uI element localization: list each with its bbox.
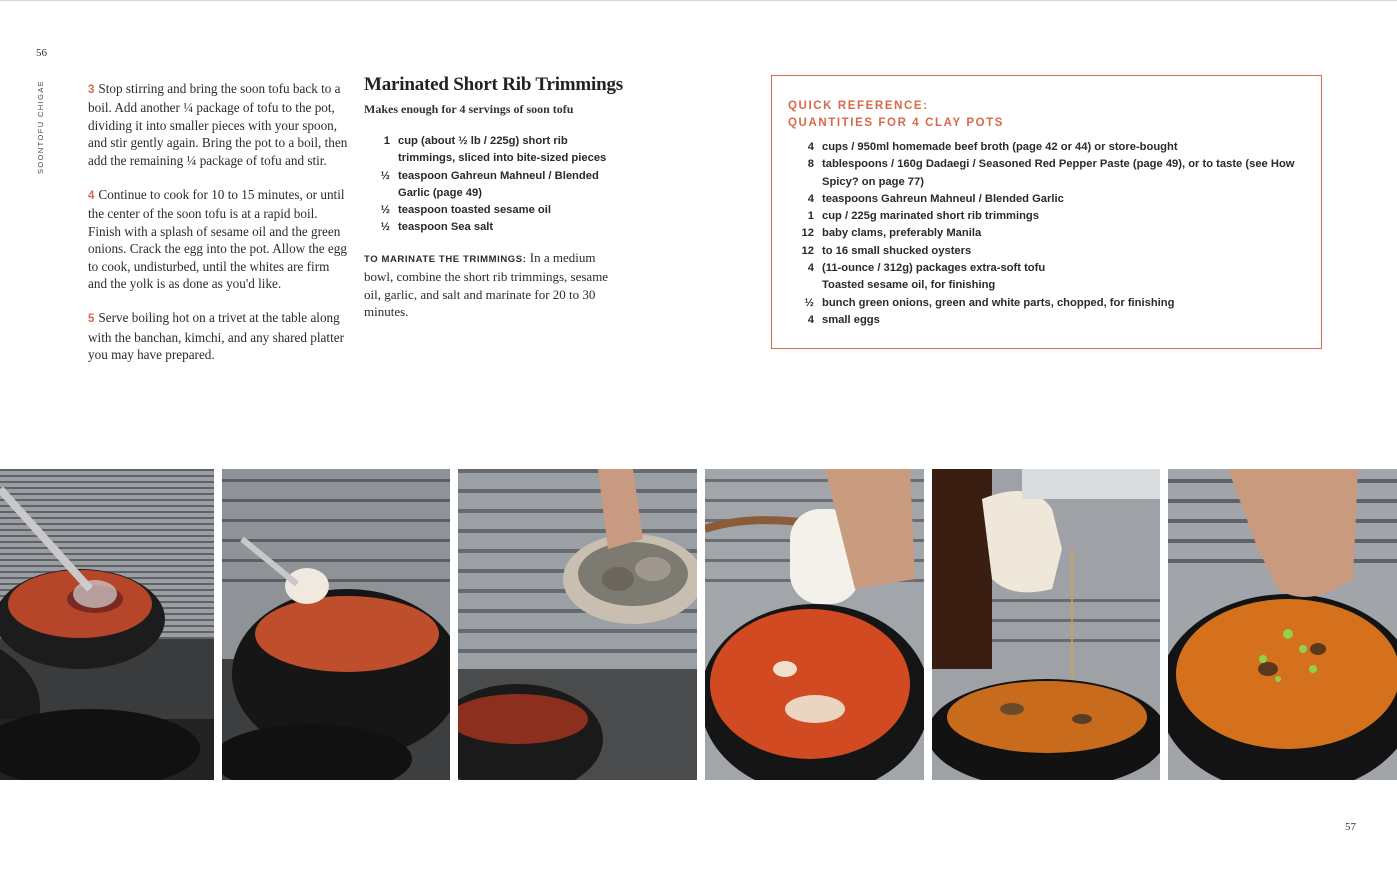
quick-reference-item	[788, 260, 1308, 277]
item-text: bunch green onions, green and white parts, chopped, for finishing	[822, 296, 1175, 309]
quick-reference-item	[788, 208, 1308, 225]
item-qty: 4	[807, 262, 814, 275]
item-qty: 8	[807, 158, 814, 171]
quick-reference-heading-line1: QUICK REFERENCE:	[788, 100, 929, 112]
ingredient-qty: ½	[380, 204, 390, 217]
item-text: teaspoons Gahreun Mahneul / Blended Garlic	[822, 192, 1064, 205]
step-3	[88, 80, 350, 169]
ingredient-qty: ½	[380, 221, 390, 234]
ingredient-row	[364, 168, 624, 203]
ingredient-text: teaspoon Sea salt	[398, 221, 494, 234]
quick-reference-item	[788, 156, 1308, 191]
ingredient-row	[364, 133, 624, 168]
running-head: SOONTOFU CHIGAE	[36, 79, 45, 174]
recipe-title: Marinated Short Rib Trimmings	[364, 74, 623, 95]
step-text: Serve boiling hot on a trivet at the table along with the banchan, kimchi, and any shared platter you may have prepared.	[88, 310, 344, 363]
item-qty: 1	[807, 210, 814, 223]
method-text: In a medium bowl, combine the short rib trimmings, sesame oil, garlic, and salt and marinate for 20 to 30 minutes.	[364, 249, 609, 319]
item-text: (11-ounce / 312g) packages extra-soft tofu	[822, 262, 1046, 275]
photo-short-rib-added	[0, 469, 214, 780]
quick-reference-item	[788, 225, 1308, 242]
ingredient-text: teaspoon Gahreun Mahneul / Blended Garlic (page 49)	[398, 169, 599, 199]
ingredient-qty: ½	[380, 169, 390, 182]
steps-column	[88, 80, 350, 381]
quick-reference-item	[788, 295, 1308, 312]
ingredient-row	[364, 219, 624, 236]
photo-tofu-added	[705, 469, 924, 780]
item-text: small eggs	[822, 313, 880, 326]
photo-garlic-added	[222, 469, 450, 780]
item-text: cup / 225g marinated short rib trimmings	[822, 210, 1039, 223]
ingredient-text: cup (about ½ lb / 225g) short rib trimmings, sliced into bite-sized pieces	[398, 135, 607, 165]
photo-clams-added	[458, 469, 697, 780]
ingredient-text: teaspoon toasted sesame oil	[398, 204, 551, 217]
item-text: tablespoons / 160g Dadaegi / Seasoned Red Pepper Paste (page 49), or to taste (see How Spicy? on page 77)	[822, 158, 1295, 188]
photo-green-onions-finish	[1168, 469, 1397, 780]
quick-reference-item	[788, 243, 1308, 260]
quick-reference-item	[788, 277, 1308, 294]
item-text: to 16 small shucked oysters	[822, 244, 972, 257]
step-5	[88, 309, 350, 363]
item-qty: 12	[801, 244, 814, 257]
marinate-method	[364, 249, 614, 321]
item-qty: ½	[804, 296, 814, 309]
item-qty: 4	[807, 313, 814, 326]
step-text: Continue to cook for 10 to 15 minutes, or until the center of the soon tofu is at a rapid boil. Finish with a splash of sesame oil and the green onions. Crack the egg into the pot. Allow the egg to cook, undisturbed, until the whites are firm and the yolk is as done as you'd like.	[88, 187, 347, 292]
step-number: 4	[88, 190, 95, 203]
recipe-yield: Makes enough for 4 servings of soon tofu	[364, 102, 574, 116]
page-number-right: 57	[1345, 821, 1356, 833]
quick-reference-heading-line2: QUANTITIES FOR 4 CLAY POTS	[788, 117, 1005, 129]
quick-reference-item	[788, 139, 1308, 156]
method-label: TO MARINATE THE TRIMMINGS:	[364, 253, 527, 265]
quick-reference-box	[771, 75, 1322, 349]
ingredient-qty: 1	[383, 135, 390, 147]
item-qty	[788, 277, 822, 294]
sub-recipe	[364, 74, 624, 320]
item-qty: 4	[807, 141, 814, 153]
item-text: Toasted sesame oil, for finishing	[822, 279, 996, 292]
item-qty: 12	[801, 227, 814, 240]
step-number: 3	[88, 84, 95, 96]
item-qty: 4	[807, 192, 814, 205]
quick-reference-item	[788, 191, 1308, 208]
top-rule	[0, 0, 1397, 1]
ingredient-row	[364, 202, 624, 219]
quick-reference-list	[788, 139, 1308, 329]
quick-reference-heading	[788, 98, 1004, 132]
page-number-left: 56	[36, 47, 47, 59]
quick-reference-item	[788, 312, 1308, 329]
step-text: Stop stirring and bring the soon tofu back to a boil. Add another ¼ package of tofu to the pot, dividing it into smaller pieces with your spoon, and stir gently again. Bring the pot to a boil, then add the remaining ¼ package of tofu and stir.	[88, 81, 348, 168]
photo-sesame-oil-drizzle	[932, 469, 1160, 780]
step-number: 5	[88, 313, 95, 326]
step-4	[88, 186, 350, 292]
item-text: baby clams, preferably Manila	[822, 227, 982, 240]
ingredient-list	[364, 133, 624, 237]
item-text: cups / 950ml homemade beef broth (page 42 or 44) or store-bought	[822, 141, 1178, 153]
